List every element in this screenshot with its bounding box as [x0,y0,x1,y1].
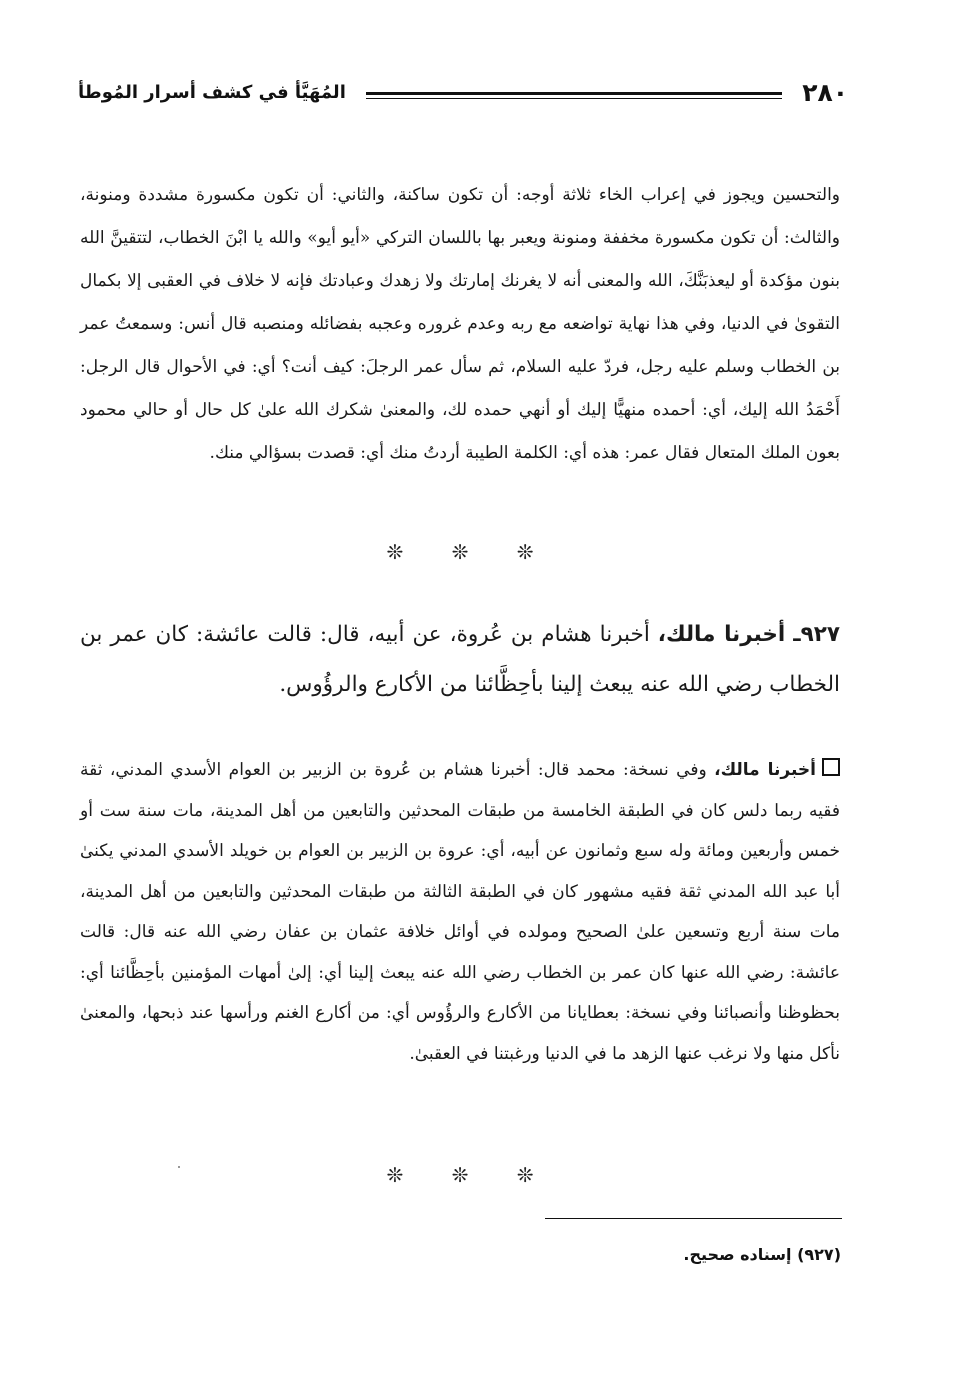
hadith-lead: أخبرنا مالك، [657,621,786,647]
intro-paragraph: والتحسين ويجوز في إعراب الخاء ثلاثة أوجه: أن تكون ساكنة، والثاني: أن تكون مكسورة مشددة ومنونة، والثالث: أن تكون مكسورة مخففة ومنونة ويعبر بها باللسان التركي «أيو أيو» والله يا ابْنَ الخطاب، لتتقينَّ الله بنون مؤكدة أو ليعذبَنَّكَ، الله والمعنى أنه لا يغرنك إمارتك ولا زهدك وعبادتك فإنه لا خلاف في العقبى إلا بكمال التقوىٰ في الدنيا، وفي هذا نهاية تواضعه مع ربه وعدم غروره وعجبه بفضائله ومنصبه قال أنس: وسمعتُ عمر بن الخطاب وسلم عليه رجل، فردّ عليه السلام، ثم سأل عمر الرجلَ: كيف أنت؟ أي: في الأحوال قال الرجل: أَحْمَدُ الله إليك، أي: أحمده منهيًّا إليك أو أنهي حمده لك، والمعنىٰ شكرك الله علىٰ كل حال أو حالي محمود بعون الملك المتعال فقال عمر: هذه أي: الكلمة الطيبة أردتُ منك أي: قصدت بسؤالي منك. [80,185,840,463]
square-marker-icon [822,758,840,776]
hadith-text [80,610,840,710]
running-header [78,76,848,120]
commentary-body: وفي نسخة: محمد قال: أخبرنا هشام بن عُروة بن الزبير بن العوام الأسدي المدني، ثقة فقيه ربما دلس كان في الطبقة الخامسة من طبقات المحدثين والتابعين من أهل المدينة، مات سنة ست أو خمس وأربعين ومائة وله سبع وثمانون عن أبيه، أي: عروة بن الزبير بن العوام بن خويلد الأسدي المدني يكنىٰ أبا عبد الله المدني ثقة فقيه مشهور كان في الطبقة الثالثة من طبقات المحدثين والتابعين من أهل المدينة، مات سنة أربع وتسعين علىٰ الصحيح ومولده في أوائل خلافة عثمان بن عفان رضي الله عنه قال: قالت عائشة: رضي الله عنها كان عمر بن الخطاب رضي الله عنه يبعث إلينا أي: إلىٰ أمهات المؤمنين بأحِظَّائنا أي: بحظوظنا وأنصبائنا وفي نسخة: بعطايانا من الأكارع والرؤُوس أي: من أكارع الغنم ورأسها عند ذبحها، والمعنىٰ نأكل منها ولا نرغب عنها الزهد ما في الدنيا ورغبتنا في العقبىٰ. [80,760,840,1064]
end-separator: ❊ ❊ ❊ [386,1163,534,1187]
header-rule [366,92,782,99]
print-speck [178,1166,180,1168]
footnote-rule [545,1218,842,1219]
hadith-body: أخبرنا هشام بن عُروة، عن أبيه، قال: قالت عائشة: كان عمر بن الخطاب رضي الله عنه يبعث إلينا بأحِظَّائنا من الأكارع والرؤُوس. [80,621,840,697]
commentary-paragraph [80,750,840,1074]
commentary-lead: أخبرنا مالك، [714,760,816,780]
footnote: (٩٢٧) إسناده صحيح. [683,1245,841,1264]
page-number: ٢٨٠ [802,78,848,107]
book-title: المُهَيَّأ في كشف أسرار المُوطأ [78,82,346,103]
section-separator: ❊ ❊ ❊ [386,540,534,564]
hadith-number: ٩٢٧ـ [793,621,840,647]
